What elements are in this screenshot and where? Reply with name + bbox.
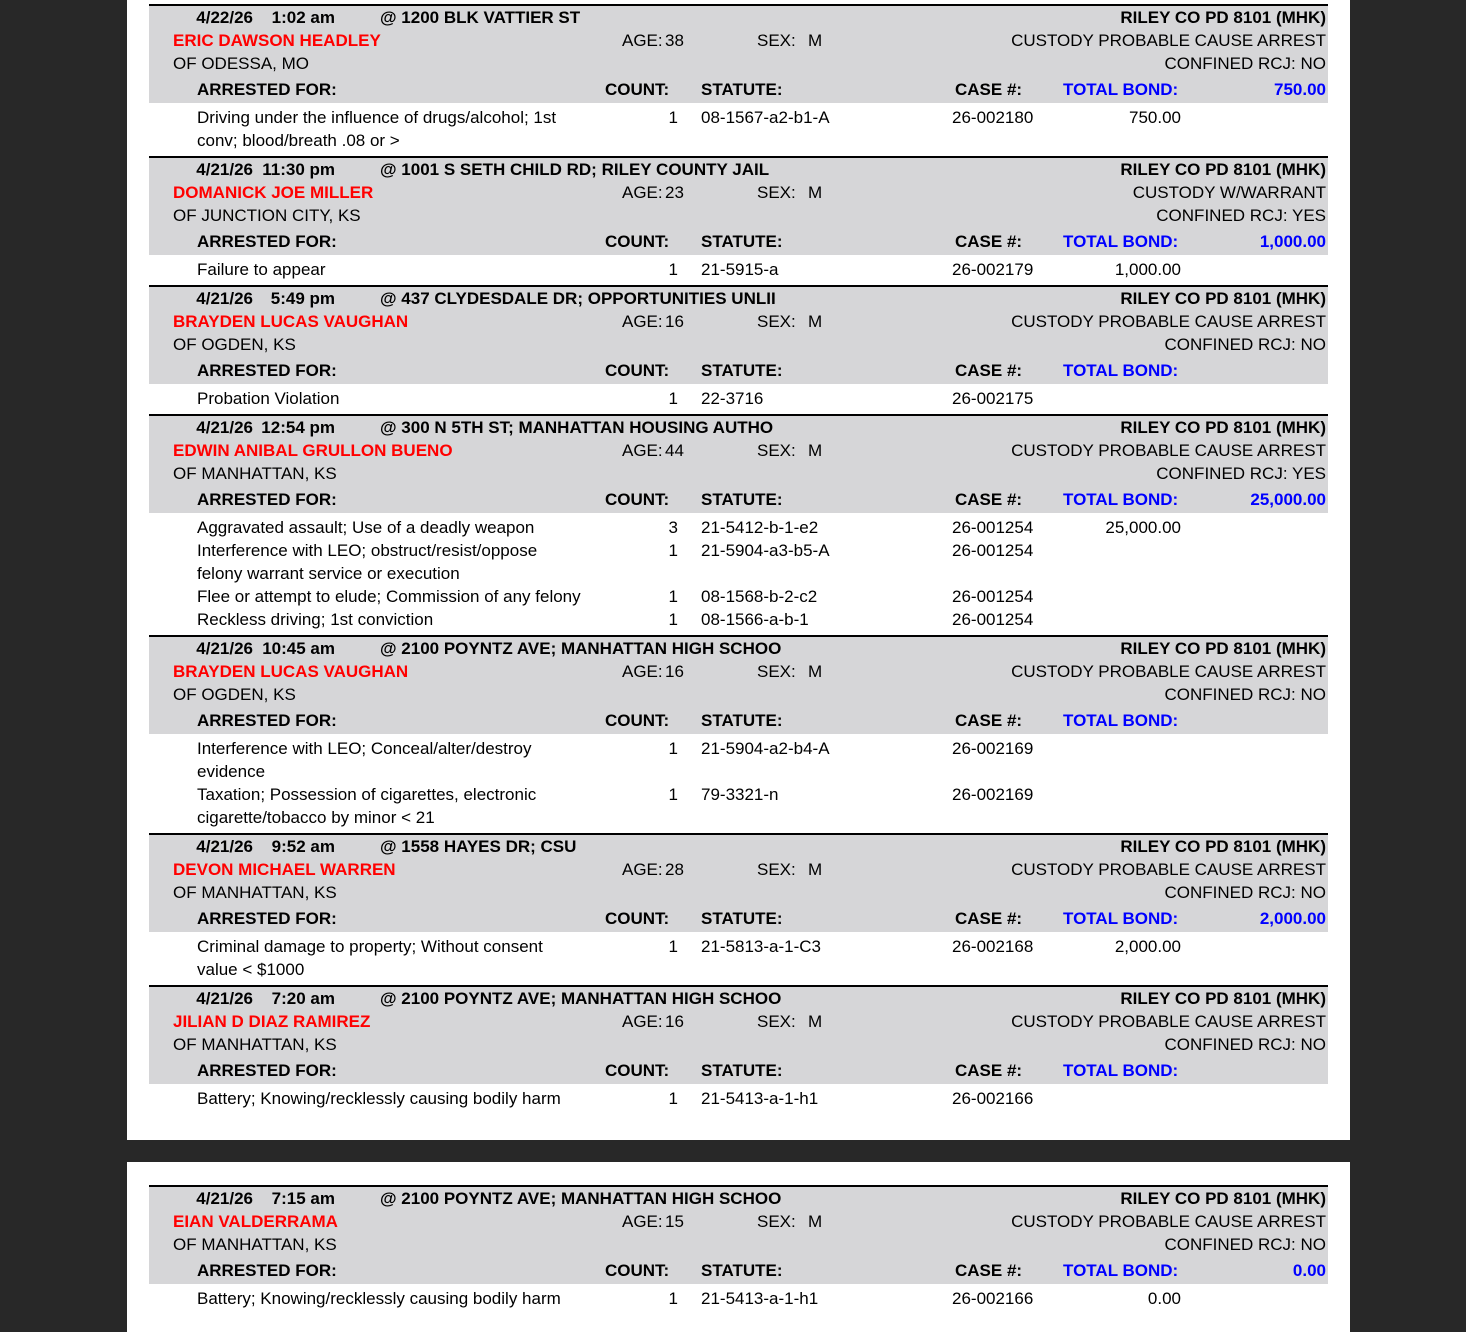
confined-status: CONFINED RCJ: NO (1164, 1035, 1326, 1054)
arrest-record (149, 156, 1328, 285)
arrest-location: @ 2100 POYNTZ AVE; MANHATTAN HIGH SCHOO (380, 1189, 782, 1208)
charge-statute: 21-5915-a (701, 260, 779, 279)
charges-list (149, 513, 1328, 635)
charge-description: Flee or attempt to elude; Commission of any felony (197, 587, 581, 606)
arrest-date: 4/22/26 (196, 8, 253, 27)
sex-label: SEX: (757, 183, 796, 202)
sex-label: SEX: (757, 441, 796, 460)
confined-status: CONFINED RCJ: NO (1164, 685, 1326, 704)
charges-list (149, 932, 1328, 985)
charge-row (149, 516, 1328, 539)
arrestee-name: ERIC DAWSON HEADLEY (173, 31, 381, 50)
statute-label: STATUTE: (701, 80, 783, 99)
arrest-date: 4/21/26 (196, 1189, 253, 1208)
arrest-time: 7:15 am (271, 1189, 335, 1208)
case-label: CASE #: (955, 361, 1023, 380)
total-bond-label: TOTAL BOND: (1063, 909, 1179, 928)
charge-description: Driving under the influence of drugs/alcohol; 1st conv; blood/breath .08 or > (197, 108, 557, 150)
statute-label: STATUTE: (701, 711, 783, 730)
sex-label: SEX: (757, 1212, 796, 1231)
arrest-location: @ 1200 BLK VATTIER ST (380, 8, 581, 27)
charge-count: 1 (668, 610, 678, 629)
arrest-date: 4/21/26 (196, 418, 253, 437)
hometown: OF MANHATTAN, KS (173, 883, 337, 902)
custody-type: CUSTODY PROBABLE CAUSE ARREST (1011, 1212, 1326, 1231)
custody-type: CUSTODY PROBABLE CAUSE ARREST (1011, 441, 1326, 460)
charge-count: 1 (668, 937, 678, 956)
charge-description: Criminal damage to property; Without consent value < $1000 (197, 937, 543, 979)
custody-type: CUSTODY W/WARRANT (1132, 183, 1326, 202)
arrested-for-label: ARRESTED FOR: (197, 1061, 337, 1080)
sex-value: M (808, 1012, 823, 1031)
charge-case-number: 26-002166 (952, 1089, 1034, 1108)
charge-statute: 22-3716 (701, 389, 764, 408)
arrested-for-label: ARRESTED FOR: (197, 80, 337, 99)
arrested-for-label: ARRESTED FOR: (197, 232, 337, 251)
charge-statute: 08-1568-b-2-c2 (701, 587, 818, 606)
charge-case-number: 26-002179 (952, 260, 1034, 279)
age-label: AGE: (622, 662, 663, 681)
document-page-1 (127, 0, 1350, 1140)
arrest-record (149, 4, 1328, 156)
charge-description: Aggravated assault; Use of a deadly weapon (197, 518, 535, 537)
case-label: CASE #: (955, 80, 1023, 99)
agency: RILEY CO PD 8101 (MHK) (1120, 989, 1326, 1008)
count-label: COUNT: (605, 490, 670, 509)
case-label: CASE #: (955, 1261, 1023, 1280)
total-bond-label: TOTAL BOND: (1063, 232, 1179, 251)
sex-label: SEX: (757, 860, 796, 879)
arrest-location: @ 300 N 5TH ST; MANHATTAN HOUSING AUTHO (380, 418, 774, 437)
agency: RILEY CO PD 8101 (MHK) (1120, 639, 1326, 658)
count-label: COUNT: (605, 232, 670, 251)
age-value: 15 (665, 1212, 684, 1231)
statute-label: STATUTE: (701, 361, 783, 380)
charge-statute: 21-5904-a2-b4-A (701, 739, 830, 758)
charge-statute: 79-3321-n (701, 785, 779, 804)
agency: RILEY CO PD 8101 (MHK) (1120, 8, 1326, 27)
arrest-location: @ 437 CLYDESDALE DR; OPPORTUNITIES UNLII (380, 289, 776, 308)
arrested-for-label: ARRESTED FOR: (197, 490, 337, 509)
confined-status: CONFINED RCJ: NO (1164, 883, 1326, 902)
total-bond-value: 25,000.00 (1250, 490, 1326, 509)
count-label: COUNT: (605, 1261, 670, 1280)
charges-list (149, 384, 1328, 414)
charge-count: 3 (668, 518, 678, 537)
agency: RILEY CO PD 8101 (MHK) (1120, 418, 1326, 437)
total-bond-label: TOTAL BOND: (1063, 1061, 1179, 1080)
confined-status: CONFINED RCJ: NO (1164, 1235, 1326, 1254)
total-bond-label: TOTAL BOND: (1063, 80, 1179, 99)
arrestee-name: DOMANICK JOE MILLER (173, 183, 374, 202)
charge-count: 1 (668, 541, 678, 560)
hometown: OF ODESSA, MO (173, 54, 310, 73)
case-label: CASE #: (955, 1061, 1023, 1080)
arrested-for-label: ARRESTED FOR: (197, 909, 337, 928)
case-label: CASE #: (955, 909, 1023, 928)
total-bond-label: TOTAL BOND: (1063, 490, 1179, 509)
arrestee-name: BRAYDEN LUCAS VAUGHAN (173, 312, 409, 331)
charge-row (149, 106, 1328, 152)
charge-row (149, 539, 1328, 585)
total-bond-label: TOTAL BOND: (1063, 361, 1179, 380)
case-label: CASE #: (955, 711, 1023, 730)
count-label: COUNT: (605, 909, 670, 928)
agency: RILEY CO PD 8101 (MHK) (1120, 1189, 1326, 1208)
sex-value: M (808, 662, 823, 681)
age-value: 23 (665, 183, 684, 202)
arrest-date: 4/21/26 (196, 639, 253, 658)
hometown: OF MANHATTAN, KS (173, 1035, 337, 1054)
charge-description: Battery; Knowing/recklessly causing bodily harm (197, 1289, 561, 1308)
charges-list (149, 1284, 1328, 1314)
arrest-record (149, 833, 1328, 985)
arrest-time: 7:20 am (271, 989, 335, 1008)
charge-statute: 21-5904-a3-b5-A (701, 541, 830, 560)
charge-description: Failure to appear (197, 260, 326, 279)
record-header (149, 416, 1328, 513)
charge-bond: 1,000.00 (1114, 260, 1181, 279)
custody-type: CUSTODY PROBABLE CAUSE ARREST (1011, 31, 1326, 50)
arrest-time: 5:49 pm (270, 289, 335, 308)
charge-case-number: 26-002166 (952, 1289, 1034, 1308)
custody-type: CUSTODY PROBABLE CAUSE ARREST (1011, 860, 1326, 879)
record-header (149, 1187, 1328, 1284)
arrested-for-label: ARRESTED FOR: (197, 1261, 337, 1280)
record-header (149, 637, 1328, 734)
confined-status: CONFINED RCJ: YES (1156, 206, 1326, 225)
charge-statute: 08-1567-a2-b1-A (701, 108, 830, 127)
sex-value: M (808, 441, 823, 460)
charge-description: Probation Violation (197, 389, 340, 408)
charge-row (149, 608, 1328, 631)
sex-value: M (808, 183, 823, 202)
charge-bond: 0.00 (1147, 1289, 1181, 1308)
arrest-record (149, 985, 1328, 1114)
total-bond-label: TOTAL BOND: (1063, 711, 1179, 730)
custody-type: CUSTODY PROBABLE CAUSE ARREST (1011, 662, 1326, 681)
charge-row (149, 935, 1328, 981)
age-label: AGE: (622, 1212, 663, 1231)
confined-status: CONFINED RCJ: NO (1164, 335, 1326, 354)
arrest-date: 4/21/26 (196, 160, 253, 179)
charge-bond: 25,000.00 (1105, 518, 1181, 537)
arrest-location: @ 1558 HAYES DR; CSU (380, 837, 577, 856)
arrestee-name: EIAN VALDERRAMA (173, 1212, 338, 1231)
count-label: COUNT: (605, 80, 670, 99)
charge-case-number: 26-002168 (952, 937, 1034, 956)
charges-list (149, 1084, 1328, 1114)
charge-statute: 08-1566-a-b-1 (701, 610, 809, 629)
arrest-time: 12:54 pm (261, 418, 335, 437)
charge-case-number: 26-002169 (952, 785, 1034, 804)
sex-value: M (808, 1212, 823, 1231)
charge-row (149, 783, 1328, 829)
total-bond-value: 2,000.00 (1259, 909, 1326, 928)
agency: RILEY CO PD 8101 (MHK) (1120, 160, 1326, 179)
charge-case-number: 26-001254 (952, 541, 1034, 560)
charge-row (149, 1287, 1328, 1310)
charge-count: 1 (668, 587, 678, 606)
arrest-record (149, 1185, 1328, 1314)
arrestee-name: EDWIN ANIBAL GRULLON BUENO (173, 441, 453, 460)
charge-description: Interference with LEO; obstruct/resist/oppose felony warrant service or execution (197, 541, 538, 583)
charge-description: Taxation; Possession of cigarettes, electronic cigarette/tobacco by minor < 21 (197, 785, 537, 827)
charge-bond: 2,000.00 (1114, 937, 1181, 956)
record-header (149, 158, 1328, 255)
count-label: COUNT: (605, 711, 670, 730)
statute-label: STATUTE: (701, 909, 783, 928)
arrest-record (149, 285, 1328, 414)
arrest-time: 10:45 am (262, 639, 335, 658)
custody-type: CUSTODY PROBABLE CAUSE ARREST (1011, 1012, 1326, 1031)
charge-description: Reckless driving; 1st conviction (197, 610, 434, 629)
charge-row (149, 585, 1328, 608)
arrest-date: 4/21/26 (196, 989, 253, 1008)
statute-label: STATUTE: (701, 232, 783, 251)
charge-case-number: 26-001254 (952, 587, 1034, 606)
arrestee-name: DEVON MICHAEL WARREN (173, 860, 396, 879)
arrest-time: 1:02 am (271, 8, 335, 27)
statute-label: STATUTE: (701, 1261, 783, 1280)
document-page-2 (127, 1162, 1350, 1332)
arrest-location: @ 2100 POYNTZ AVE; MANHATTAN HIGH SCHOO (380, 989, 782, 1008)
charge-count: 1 (668, 108, 678, 127)
age-value: 16 (665, 312, 684, 331)
charge-statute: 21-5413-a-1-h1 (701, 1089, 819, 1108)
age-label: AGE: (622, 31, 663, 50)
age-label: AGE: (622, 312, 663, 331)
arrest-record (149, 635, 1328, 833)
charge-count: 1 (668, 739, 678, 758)
charge-row (149, 258, 1328, 281)
charge-case-number: 26-001254 (952, 518, 1034, 537)
total-bond-label: TOTAL BOND: (1063, 1261, 1179, 1280)
charge-case-number: 26-002175 (952, 389, 1034, 408)
count-label: COUNT: (605, 361, 670, 380)
total-bond-value: 0.00 (1292, 1261, 1326, 1280)
arrest-time: 9:52 am (271, 837, 335, 856)
charge-case-number: 26-002169 (952, 739, 1034, 758)
record-header (149, 6, 1328, 103)
sex-value: M (808, 312, 823, 331)
case-label: CASE #: (955, 232, 1023, 251)
charge-description: Battery; Knowing/recklessly causing bodily harm (197, 1089, 561, 1108)
hometown: OF JUNCTION CITY, KS (173, 206, 361, 225)
arrested-for-label: ARRESTED FOR: (197, 711, 337, 730)
charge-statute: 21-5412-b-1-e2 (701, 518, 819, 537)
confined-status: CONFINED RCJ: NO (1164, 54, 1326, 73)
custody-type: CUSTODY PROBABLE CAUSE ARREST (1011, 312, 1326, 331)
arrested-for-label: ARRESTED FOR: (197, 361, 337, 380)
record-header (149, 287, 1328, 384)
statute-label: STATUTE: (701, 490, 783, 509)
charge-row (149, 1087, 1328, 1110)
arrest-date: 4/21/26 (196, 289, 253, 308)
charge-row (149, 737, 1328, 783)
sex-label: SEX: (757, 1012, 796, 1031)
age-value: 16 (665, 1012, 684, 1031)
age-label: AGE: (622, 183, 663, 202)
age-label: AGE: (622, 1012, 663, 1031)
total-bond-value: 1,000.00 (1259, 232, 1326, 251)
sex-value: M (808, 860, 823, 879)
total-bond-value: 750.00 (1274, 80, 1326, 99)
hometown: OF OGDEN, KS (173, 685, 296, 704)
charge-count: 1 (668, 1289, 678, 1308)
charge-statute: 21-5813-a-1-C3 (701, 937, 822, 956)
sex-label: SEX: (757, 312, 796, 331)
arrest-location: @ 2100 POYNTZ AVE; MANHATTAN HIGH SCHOO (380, 639, 782, 658)
record-header (149, 835, 1328, 932)
age-value: 38 (665, 31, 684, 50)
charge-statute: 21-5413-a-1-h1 (701, 1289, 819, 1308)
charge-bond: 750.00 (1129, 108, 1181, 127)
hometown: OF MANHATTAN, KS (173, 464, 337, 483)
age-value: 28 (665, 860, 684, 879)
charge-row (149, 387, 1328, 410)
charge-description: Interference with LEO; Conceal/alter/destroy evidence (197, 739, 532, 781)
hometown: OF OGDEN, KS (173, 335, 296, 354)
count-label: COUNT: (605, 1061, 670, 1080)
age-value: 44 (665, 441, 684, 460)
arrest-date: 4/21/26 (196, 837, 253, 856)
charges-list (149, 255, 1328, 285)
agency: RILEY CO PD 8101 (MHK) (1120, 289, 1326, 308)
charge-count: 1 (668, 260, 678, 279)
statute-label: STATUTE: (701, 1061, 783, 1080)
age-value: 16 (665, 662, 684, 681)
charges-list (149, 734, 1328, 833)
arrestee-name: JILIAN D DIAZ RAMIREZ (173, 1012, 371, 1031)
arrestee-name: BRAYDEN LUCAS VAUGHAN (173, 662, 409, 681)
arrest-time: 11:30 pm (262, 160, 335, 179)
arrest-record (149, 414, 1328, 635)
charge-count: 1 (668, 389, 678, 408)
case-label: CASE #: (955, 490, 1023, 509)
arrest-location: @ 1001 S SETH CHILD RD; RILEY COUNTY JAIL (380, 160, 770, 179)
agency: RILEY CO PD 8101 (MHK) (1120, 837, 1326, 856)
charges-list (149, 103, 1328, 156)
charge-case-number: 26-001254 (952, 610, 1034, 629)
age-label: AGE: (622, 860, 663, 879)
charge-count: 1 (668, 785, 678, 804)
charge-count: 1 (668, 1089, 678, 1108)
sex-label: SEX: (757, 31, 796, 50)
record-header (149, 987, 1328, 1084)
charge-case-number: 26-002180 (952, 108, 1034, 127)
age-label: AGE: (622, 441, 663, 460)
sex-value: M (808, 31, 823, 50)
confined-status: CONFINED RCJ: YES (1156, 464, 1326, 483)
hometown: OF MANHATTAN, KS (173, 1235, 337, 1254)
sex-label: SEX: (757, 662, 796, 681)
